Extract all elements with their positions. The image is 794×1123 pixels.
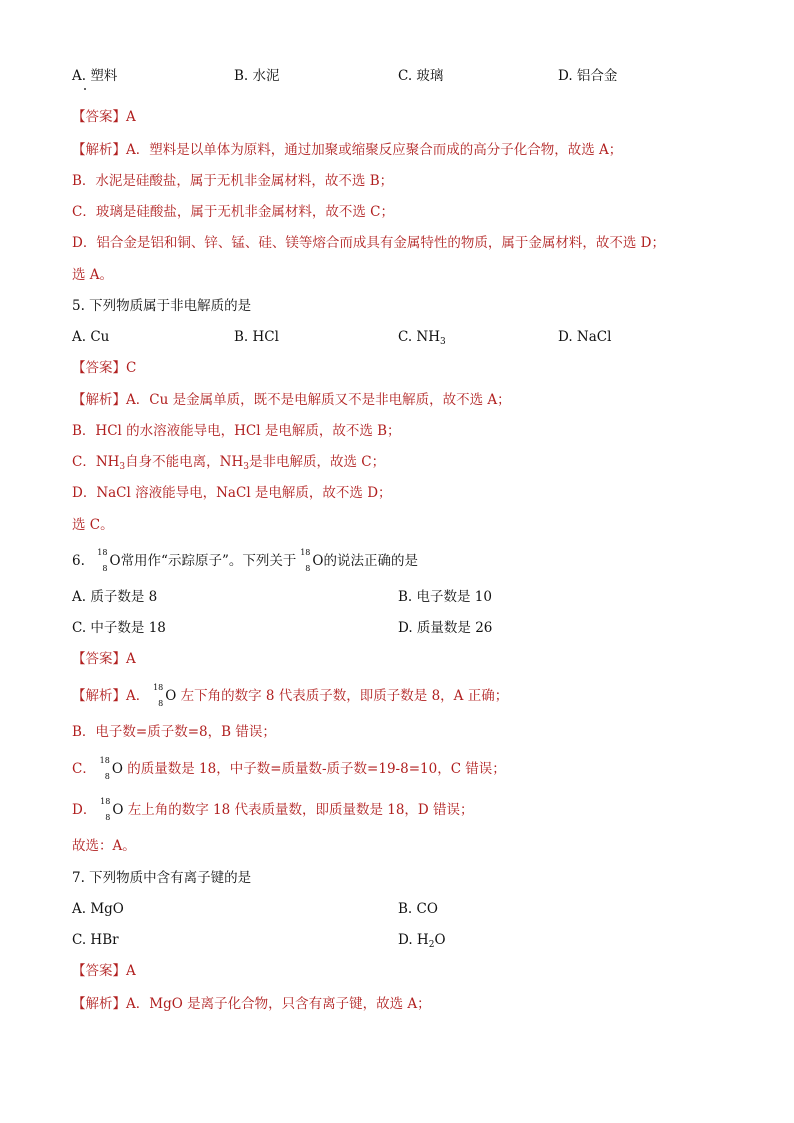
q4-analysis-d: D．铝合金是铝和铜、锌、锰、硅、镁等熔合而成具有金属特性的物质，属于金属材料，故不选 D；	[72, 235, 665, 251]
q6-analysis-d: D． 18 8 O 左上角的数字 18 代表质量数，即质量数是 18，D 错误；	[72, 797, 474, 822]
q6-option-a: A. 质子数是 8	[72, 589, 158, 605]
q4-answer: 【答案】A	[72, 109, 136, 125]
nuclide-notation: 18 8	[97, 548, 108, 573]
q6-answer: 【答案】A	[72, 651, 136, 667]
q4-option-b: B. 水泥	[234, 68, 280, 84]
nuclide-notation: 18 8	[153, 683, 164, 708]
q4-option-a: A. 塑料	[72, 68, 118, 84]
q6-option-d: D. 质量数是 26	[398, 620, 493, 636]
nuclide-notation: 18 8	[99, 756, 110, 781]
q4-analysis-b: B．水泥是硅酸盐，属于无机非金属材料，故不选 B；	[72, 173, 394, 189]
q4-option-c: C. 玻璃	[398, 68, 444, 84]
q5-analysis-a: 【解析】A．Cu 是金属单质，既不是电解质又不是非电解质，故不选 A；	[72, 392, 511, 408]
q6-stem: 6. 18 8 O常用作“示踪原子”。下列关于 18 8 O的说法正确的是	[72, 548, 418, 573]
q5-option-b: B. HCl	[234, 329, 279, 345]
q7-option-b: B. CO	[398, 901, 438, 917]
q5-analysis-d: D．NaCl 溶液能导电，NaCl 是电解质，故不选 D；	[72, 485, 392, 501]
q6-option-c: C. 中子数是 18	[72, 620, 166, 636]
q5-answer: 【答案】C	[72, 360, 137, 376]
stray-dot	[84, 88, 86, 90]
q7-option-d: D. $H_2O$	[398, 932, 446, 950]
q6-conclusion: 故选：A。	[72, 838, 136, 854]
q7-option-a: A. MgO	[72, 901, 124, 917]
q5-option-a: A. Cu	[72, 329, 110, 345]
q4-conclusion: 选 A。	[72, 267, 114, 283]
q4-analysis-a: 【解析】A．塑料是以单体为原料，通过加聚或缩聚反应聚合而成的高分子化合物，故选 A；	[72, 142, 623, 158]
q7-stem: 7. 下列物质中含有离子键的是	[72, 870, 252, 886]
nuclide-notation: 18 8	[300, 548, 311, 573]
q7-answer: 【答案】A	[72, 963, 136, 979]
q4-analysis-c: C．玻璃是硅酸盐，属于无机非金属材料，故不选 C；	[72, 204, 394, 220]
q5-conclusion: 选 C。	[72, 517, 114, 533]
q7-analysis-a: 【解析】A．MgO 是离子化合物，只含有离子键，故选 A；	[72, 996, 431, 1012]
q6-analysis-a: 【解析】A． 18 8 O 左下角的数字 8 代表质子数，即质子数是 8，A 正确；	[72, 683, 509, 708]
nuclide-notation: 18 8	[100, 797, 111, 822]
q5-option-d: D. NaCl	[558, 329, 612, 345]
q7-option-c: C. HBr	[72, 932, 119, 948]
q6-analysis-b: B．电子数=质子数=8，B 错误；	[72, 724, 276, 740]
q5-analysis-c: C．$NH_3$自身不能电离，$NH_3$是非电解质，故选 C；	[72, 454, 386, 472]
q5-stem: 5. 下列物质属于非电解质的是	[72, 298, 252, 314]
q5-analysis-b: B．HCl 的水溶液能导电，HCl 是电解质，故不选 B；	[72, 423, 401, 439]
q6-analysis-c: C． 18 8 O 的质量数是 18，中子数=质量数-质子数=19-8=10，C 错误；	[72, 756, 506, 781]
q4-option-d: D. 铝合金	[558, 68, 618, 84]
q6-option-b: B. 电子数是 10	[398, 589, 492, 605]
q5-option-c: C. $NH_3$	[398, 329, 446, 347]
